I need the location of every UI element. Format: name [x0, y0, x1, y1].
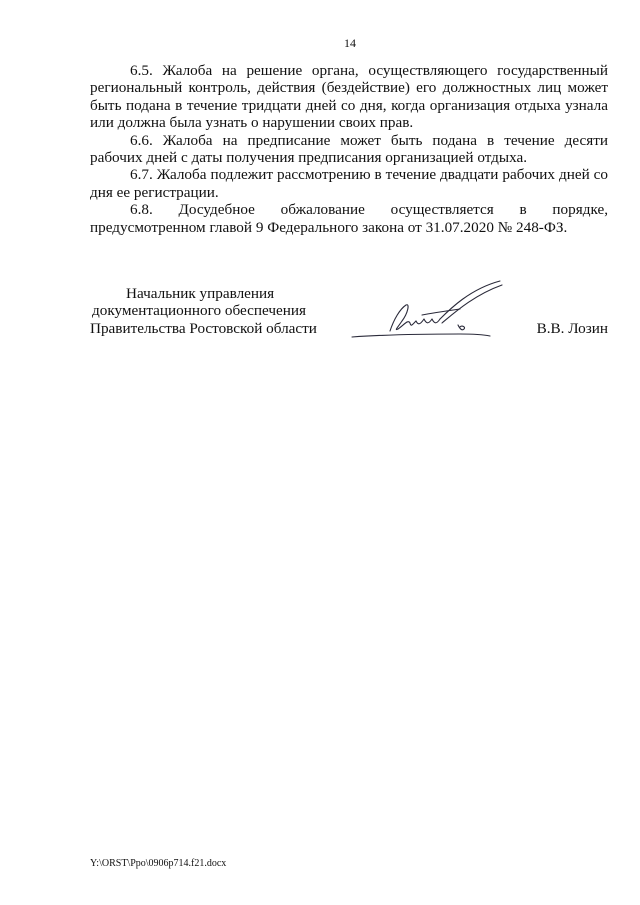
paragraph-6-8: 6.8. Досудебное обжалование осуществляется в порядке, предусмотренном главой 9 Федерального закона от 31.07.2020 № 248-ФЗ.: [90, 201, 608, 236]
signer-position-line-2: документационного обеспечения: [92, 302, 306, 320]
file-path: Y:\ORST\Ppo\0906p714.f21.docx: [90, 858, 227, 869]
signer-position-line-1: Начальник управления: [126, 285, 275, 302]
handwritten-signature: [350, 279, 510, 349]
paragraph-6-5: 6.5. Жалоба на решение органа, осуществляющего государственный региональный контроль, действия (бездействие) его должностных лиц может быть подана в течение тридцати дней со дня, когда организация отдыха узнала или должна была узнать о нарушении своих прав.: [90, 62, 608, 132]
paragraph-6-7: 6.7. Жалоба подлежит рассмотрению в течение двадцати рабочих дней со дня ее регистрации.: [90, 166, 608, 201]
paragraph-6-6: 6.6. Жалоба на предписание может быть подана в течение десяти рабочих дней с даты получения предписания организацией отдыха.: [90, 131, 608, 167]
document-body: [90, 62, 608, 236]
signer-name: В.В. Лозин: [536, 320, 608, 337]
signer-position: [90, 285, 317, 337]
signer-position-line-3: Правительства Ростовской области: [90, 319, 317, 337]
page-number: 14: [344, 36, 356, 50]
signature-block: [90, 285, 610, 365]
